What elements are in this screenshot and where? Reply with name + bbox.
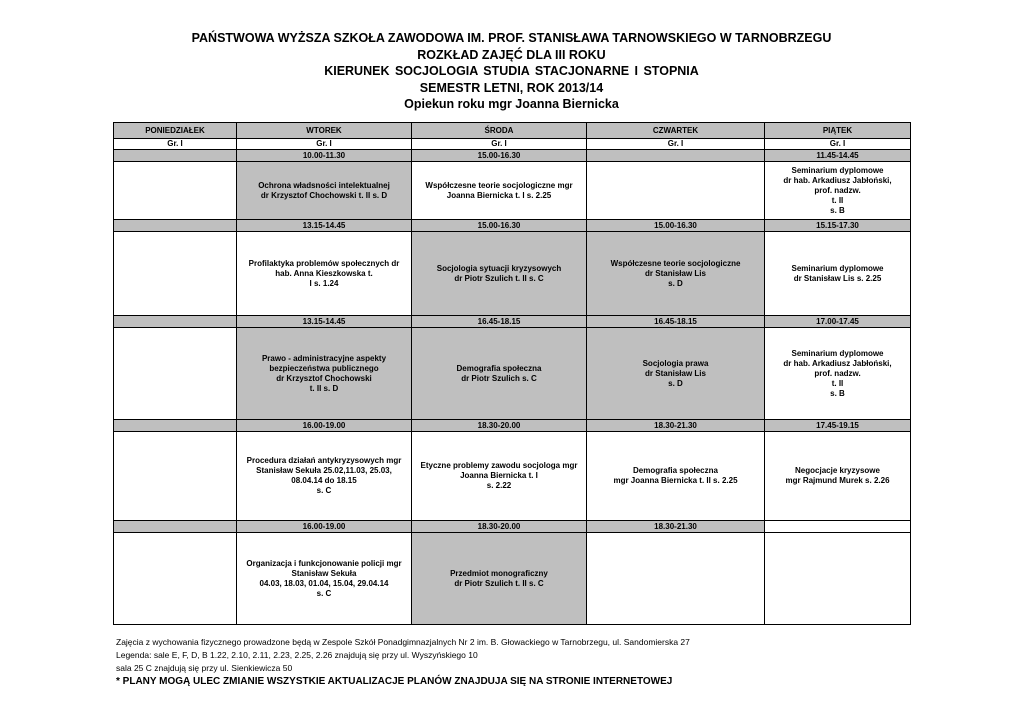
changes-warning: * PLANY MOGĄ ULEC ZMIANIE WSZYSTKIE AKTUALIZACJE PLANÓW ZNAJDUJA SIĘ NA STRONIE INTERNETOWEJ — [116, 676, 673, 687]
lesson-cell — [412, 328, 587, 420]
lesson-cell — [587, 432, 765, 521]
time-cell — [114, 521, 237, 533]
lesson-cell — [587, 533, 765, 625]
time-row — [114, 420, 911, 432]
time-cell: 15.00-16.30 — [412, 150, 587, 162]
lesson-cell — [765, 162, 911, 220]
lesson-row — [114, 328, 911, 420]
lesson-cell — [765, 533, 911, 625]
legend-note: Legenda: sale E, F, D, B 1.22, 2.10, 2.11, 2.23, 2.25, 2.26 znajdują się przy ul. Wyszyńskiego 10 — [116, 650, 478, 660]
schedule-title: ROZKŁAD ZAJĘĆ DLA III ROKU — [417, 47, 606, 62]
time-cell: 18.30-21.30 — [587, 420, 765, 432]
time-cell: 16.45-18.15 — [412, 316, 587, 328]
lesson-cell — [237, 432, 412, 521]
time-cell: 16.00-19.00 — [237, 521, 412, 533]
time-cell: 15.15-17.30 — [765, 220, 911, 232]
time-cell — [114, 220, 237, 232]
time-cell: 15.00-16.30 — [587, 220, 765, 232]
lesson-text: Negocjacje kryzysowe mgr Rajmund Murek s. 2.26 — [785, 466, 890, 485]
lesson-row — [114, 432, 911, 521]
time-cell — [587, 150, 765, 162]
pe-note: Zajęcia z wychowania fizycznego prowadzone będą w Zespole Szkół Ponadgimnazjalnych Nr 2 im. B. Głowackiego w Tarnobrzegu, ul. Sandomierska 27 — [116, 637, 690, 647]
lesson-cell — [587, 328, 765, 420]
time-cell: 17.00-17.45 — [765, 316, 911, 328]
room-note: sala 25 C znajdują się przy ul. Sienkiewicza 50 — [116, 663, 293, 673]
time-cell — [765, 521, 911, 533]
lesson-text: Demografia społeczna dr Piotr Szulich s. C — [456, 363, 542, 383]
lesson-row — [114, 162, 911, 220]
semester: SEMESTR LETNI, ROK 2013/14 — [419, 80, 604, 95]
lesson-cell — [412, 533, 587, 625]
time-cell — [114, 420, 237, 432]
time-cell: 11.45-14.45 — [765, 150, 911, 162]
time-cell: 15.00-16.30 — [412, 220, 587, 232]
day-monday: PONIEDZIAŁEK — [114, 123, 237, 139]
lesson-cell — [587, 162, 765, 220]
time-cell: 18.30-21.30 — [587, 521, 765, 533]
lesson-cell — [114, 162, 237, 220]
lesson-text: Przedmiot monograficzny dr Piotr Szulich t. II s. C — [450, 568, 548, 588]
time-row — [114, 150, 911, 162]
lesson-text: Socjologia sytuacji kryzysowych dr Piotr Szulich t. II s. C — [436, 263, 562, 283]
time-cell: 16.45-18.15 — [587, 316, 765, 328]
time-cell — [114, 150, 237, 162]
lesson-cell — [587, 232, 765, 316]
lesson-cell — [114, 232, 237, 316]
lesson-text: Profilaktyka problemów społecznych dr hab. Anna Kieszkowska t. I s. 1.24 — [248, 258, 400, 288]
lesson-row — [114, 232, 911, 316]
group-label: Gr. I — [765, 139, 911, 150]
lesson-text: Seminarium dyplomowe dr Stanisław Lis s. 2.25 — [791, 263, 884, 283]
lesson-cell — [765, 432, 911, 521]
lesson-cell — [114, 533, 237, 625]
time-row — [114, 220, 911, 232]
document-header — [113, 30, 910, 113]
time-row — [114, 521, 911, 533]
school-name: PAŃSTWOWA WYŻSZA SZKOŁA ZAWODOWA IM. PROF. STANISŁAWA TARNOWSKIEGO W TARNOBRZEGU — [191, 31, 832, 45]
lesson-text: Prawo - administracyjne aspekty bezpieczeństwa publicznego dr Krzysztof Chochowski t. II s. D — [261, 353, 387, 393]
lesson-cell — [237, 328, 412, 420]
lesson-text: Współczesne teorie socjologiczne mgr Joanna Biernicka t. I s. 2.25 — [425, 180, 573, 200]
time-row — [114, 316, 911, 328]
time-cell: 18.30-20.00 — [412, 420, 587, 432]
lesson-row — [114, 533, 911, 625]
day-header-row — [114, 123, 911, 139]
group-row — [114, 139, 911, 150]
group-label: Gr. I — [587, 139, 765, 150]
lesson-text: Współczesne teorie socjologiczne dr Stanisław Lis s. D — [610, 258, 741, 288]
group-label: Gr. I — [412, 139, 587, 150]
lesson-text: Procedura działań antykryzysowych mgr Stanisław Sekuła 25.02,11.03, 25.03, 08.04.14 do 18.15 s. C — [246, 456, 402, 495]
lesson-text: Socjologia prawa dr Stanisław Lis s. D — [642, 358, 709, 388]
lesson-cell — [412, 232, 587, 316]
time-cell — [114, 316, 237, 328]
lesson-text: Organizacja i funkcjonowanie policji mgr Stanisław Sekuła 04.03, 18.03, 01.04, 15.04, 29.04.14 s. C — [246, 558, 402, 598]
day-friday: PIĄTEK — [765, 123, 911, 139]
time-cell: 13.15-14.45 — [237, 220, 412, 232]
lesson-text: Etyczne problemy zawodu socjologa mgr Joanna Biernicka t. I s. 2.22 — [420, 461, 578, 490]
time-cell: 16.00-19.00 — [237, 420, 412, 432]
lesson-cell — [765, 232, 911, 316]
lesson-cell — [412, 432, 587, 521]
year-supervisor: Opiekun roku mgr Joanna Biernicka — [404, 97, 619, 111]
footer-notes — [116, 636, 916, 689]
lesson-cell — [237, 533, 412, 625]
timetable — [113, 122, 911, 625]
lesson-text: Ochrona władsności intelektualnej dr Krzysztof Chochowski t. II s. D — [258, 180, 390, 200]
day-tuesday: WTOREK — [237, 123, 412, 139]
time-cell: 10.00-11.30 — [237, 150, 412, 162]
lesson-cell — [412, 162, 587, 220]
day-wednesday: ŚRODA — [412, 123, 587, 139]
lesson-text: Demografia społeczna mgr Joanna Biernicka t. II s. 2.25 — [613, 466, 738, 485]
group-label: Gr. I — [237, 139, 412, 150]
field-of-study: KIERUNEK SOCJOLOGIA STUDIA STACJONARNE I STOPNIA — [324, 64, 699, 78]
lesson-cell — [114, 328, 237, 420]
lesson-cell — [237, 162, 412, 220]
lesson-cell — [765, 328, 911, 420]
lesson-cell — [237, 232, 412, 316]
lesson-cell — [114, 432, 237, 521]
lesson-text: Seminarium dyplomowe dr hab. Arkadiusz Jabłoński, prof. nadzw. t. II s. B — [783, 348, 892, 398]
lesson-text: Seminarium dyplomowe dr hab. Arkadiusz Jabłoński, prof. nadzw. t. II s. B — [783, 165, 892, 215]
day-thursday: CZWARTEK — [587, 123, 765, 139]
time-cell: 13.15-14.45 — [237, 316, 412, 328]
time-cell: 18.30-20.00 — [412, 521, 587, 533]
time-cell: 17.45-19.15 — [765, 420, 911, 432]
group-label: Gr. I — [114, 139, 237, 150]
